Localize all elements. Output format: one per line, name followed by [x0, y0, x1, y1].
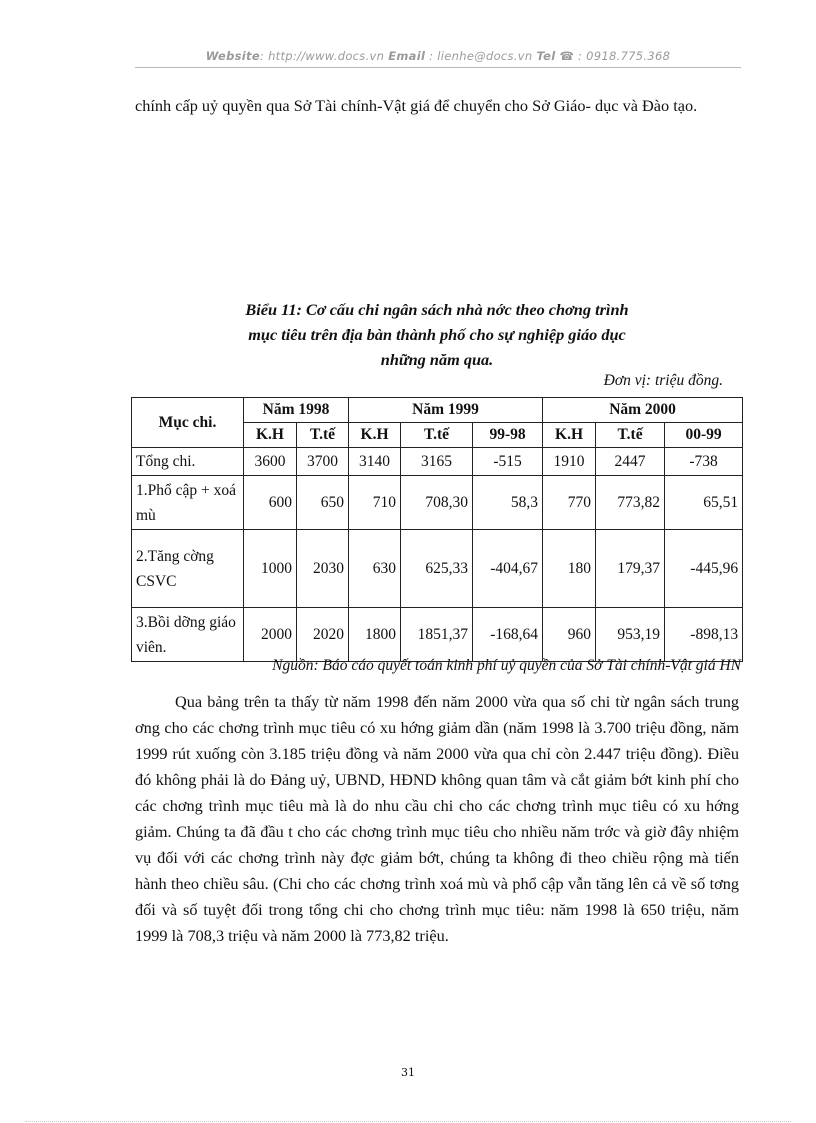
caption-line-2: mục tiêu trên địa bàn thành phố cho sự nghiệp giáo dục: [248, 325, 626, 344]
tel-value: ☎ : 0918.775.368: [555, 49, 671, 63]
table-row: [132, 476, 743, 530]
row-label: 2.Tăng cờng CSVC: [132, 530, 244, 608]
table-caption: [135, 297, 739, 372]
row-label: Tổng chi.: [132, 448, 244, 476]
website-label: Website: [205, 49, 260, 63]
cell: 630: [349, 530, 401, 608]
unit-note: Đơn vị: triệu đồng.: [603, 372, 723, 389]
cell: -404,67: [473, 530, 543, 608]
cell: 650: [297, 476, 349, 530]
subheader: T.tế: [596, 423, 665, 448]
header-divider: [135, 67, 741, 68]
table-row: [132, 448, 743, 476]
subheader: K.H: [244, 423, 297, 448]
cell: 625,33: [401, 530, 473, 608]
website-value: : http://www.docs.vn: [259, 49, 385, 63]
cell: 2020: [297, 608, 349, 662]
cell: -168,64: [473, 608, 543, 662]
cell: -515: [473, 448, 543, 476]
email-value: : lienhe@docs.vn: [425, 49, 533, 63]
cell: 1000: [244, 530, 297, 608]
row-label: 1.Phổ cập + xoá mù: [132, 476, 244, 530]
cell: 773,82: [596, 476, 665, 530]
caption-line-1: Biểu 11: Cơ cấu chi ngân sách nhà nớc theo chơng trình: [245, 300, 629, 319]
cell: 180: [543, 530, 596, 608]
cell: 3700: [297, 448, 349, 476]
cell: 1800: [349, 608, 401, 662]
analysis-paragraph: Qua bảng trên ta thấy từ năm 1998 đến năm 2000 vừa qua số chi từ ngân sách trung ơng cho các chơng trình mục tiêu có xu hớng giảm dần (năm 1998 là 3.700 triệu đồng, năm 1999 rút xuống còn 3.185 triệu đồng và năm 2000 vừa qua chỉ còn 2.447 triệu đồng). Điều đó không phải là do Đảng uỷ, UBND, HĐND không quan tâm và cắt giảm bớt kinh phí cho các chơng trình mục tiêu mà là do nhu cầu chi cho các chơng trình mục tiêu có xu hớng giảm. Chúng ta đã đầu t cho các chơng trình mục tiêu cho nhiều năm trớc và giờ đây nhiệm vụ đối với các chơng trình này đợc giảm bớt, chúng ta không đi theo chiều rộng mà tiến hành theo chiều sâu. (Chi cho các chơng trình xoá mù và phổ cập vẫn tăng lên cả về số tơng đối và số tuyệt đối trong tổng chi cho chơng trình mục tiêu: năm 1998 là 650 triệu, năm 1999 là 708,3 triệu và năm 2000 là 773,82 triệu.: [135, 692, 739, 945]
subheader: K.H: [349, 423, 401, 448]
cell: 960: [543, 608, 596, 662]
cell: 3600: [244, 448, 297, 476]
cell: 708,30: [401, 476, 473, 530]
header-year-1998: Năm 1998: [244, 398, 349, 423]
cell: 710: [349, 476, 401, 530]
subheader: 00-99: [665, 423, 743, 448]
cell: 179,37: [596, 530, 665, 608]
email-label: Email: [388, 49, 426, 63]
cell: 953,19: [596, 608, 665, 662]
header-year-1999: Năm 1999: [349, 398, 543, 423]
page-number: 31: [401, 1066, 415, 1079]
table-row: [132, 530, 743, 608]
cell: 770: [543, 476, 596, 530]
cell: 1910: [543, 448, 596, 476]
cell: 2030: [297, 530, 349, 608]
intro-paragraph: chính cấp uỷ quyền qua Sở Tài chính-Vật giá để chuyển cho Sở Giáo- dục và Đào tạo.: [135, 96, 698, 115]
cell: 2000: [244, 608, 297, 662]
subheader: T.tế: [401, 423, 473, 448]
cell: -445,96: [665, 530, 743, 608]
cell: 3165: [401, 448, 473, 476]
tel-label: Tel: [536, 49, 556, 63]
source-note: Nguồn: Báo cáo quyết toán kinh phí uỷ quyền của Sở Tài chính-Vật giá HN: [272, 657, 741, 674]
cell: 1851,37: [401, 608, 473, 662]
row-label: 3.Bồi dỡng giáo viên.: [132, 608, 244, 662]
table-row: [132, 608, 743, 662]
header-year-2000: Năm 2000: [543, 398, 743, 423]
cell: 3140: [349, 448, 401, 476]
footer-divider: [25, 1121, 791, 1122]
cell: 600: [244, 476, 297, 530]
cell: -898,13: [665, 608, 743, 662]
subheader: 99-98: [473, 423, 543, 448]
table-header-row: [132, 398, 743, 423]
cell: -738: [665, 448, 743, 476]
caption-line-3: những năm qua.: [380, 350, 494, 369]
page-header: [135, 49, 741, 63]
header-muc-chi: Mục chi.: [132, 398, 244, 448]
cell: 2447: [596, 448, 665, 476]
budget-table: [131, 397, 743, 662]
cell: 58,3: [473, 476, 543, 530]
subheader: T.tế: [297, 423, 349, 448]
subheader: K.H: [543, 423, 596, 448]
cell: 65,51: [665, 476, 743, 530]
